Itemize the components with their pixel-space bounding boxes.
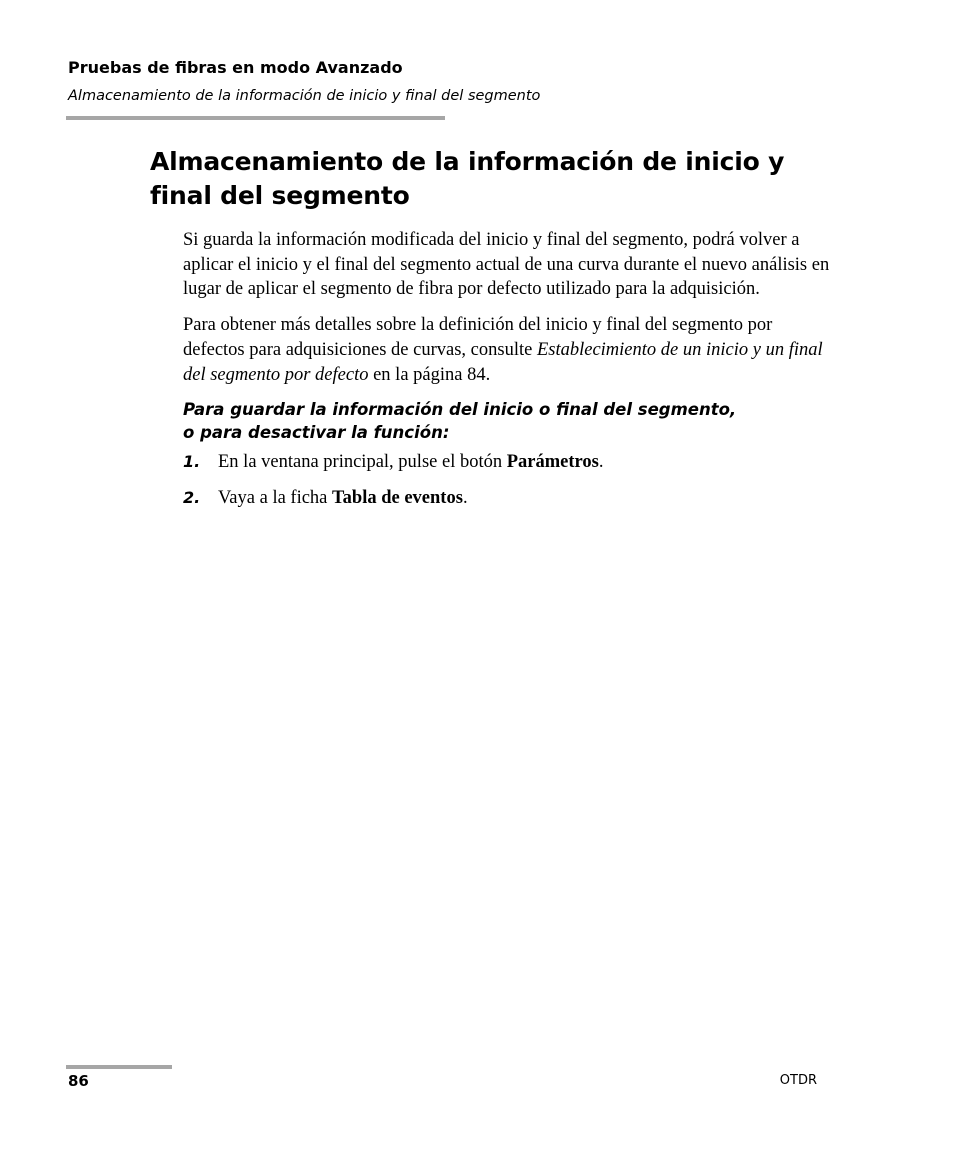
page-number: 86 bbox=[68, 1072, 89, 1090]
step-text-after: . bbox=[598, 452, 604, 473]
cross-reference-link[interactable]: Establecimiento de un inicio y un final del segmento por defecto bbox=[183, 339, 823, 385]
step-number: 2. bbox=[183, 488, 201, 508]
step-text-before: En la ventana principal, pulse el botón bbox=[218, 452, 507, 473]
footer-rule bbox=[66, 1065, 172, 1069]
reference-paragraph bbox=[183, 313, 833, 387]
step-text bbox=[218, 486, 468, 510]
step-ui-term: Parámetros bbox=[506, 452, 599, 473]
procedure-steps bbox=[183, 450, 833, 510]
step-text bbox=[218, 450, 603, 474]
header-rule bbox=[66, 116, 445, 120]
procedure-heading bbox=[183, 398, 783, 444]
running-header bbox=[68, 58, 628, 106]
reference-text-end: en la página 84. bbox=[368, 364, 491, 385]
running-header-section: Almacenamiento de la información de inicio y final del segmento bbox=[68, 88, 541, 104]
step-text-after: . bbox=[462, 488, 468, 509]
running-header-chapter: Pruebas de fibras en modo Avanzado bbox=[68, 58, 403, 77]
step-number: 1. bbox=[183, 452, 201, 472]
procedure-heading-line-1: Para guardar la información del inicio o final del segmento, bbox=[183, 400, 737, 420]
page-title-line-2: final del segmento bbox=[150, 181, 410, 210]
procedure-step bbox=[183, 450, 833, 474]
product-name: OTDR bbox=[779, 1073, 817, 1088]
body-content bbox=[183, 228, 833, 522]
reference-text-start: Para obtener más detalles sobre la definición del inicio y final del segmento por defectos para adquisiciones de curvas, consulte bbox=[183, 315, 773, 360]
page-title bbox=[150, 145, 850, 213]
procedure-step bbox=[183, 486, 833, 510]
step-text-before: Vaya a la ficha bbox=[218, 488, 333, 509]
step-ui-term: Tabla de eventos bbox=[332, 488, 463, 509]
page-title-line-1: Almacenamiento de la información de inicio y bbox=[150, 147, 785, 176]
procedure-heading-line-2: o para desactivar la función: bbox=[183, 423, 450, 443]
intro-paragraph: Si guarda la información modificada del inicio y final del segmento, podrá volver a aplicar el inicio y el final del segmento actual de una curva durante el nuevo análisis en lugar de aplicar el segmento de fibra por defecto utilizado para la adquisición. bbox=[183, 230, 830, 300]
